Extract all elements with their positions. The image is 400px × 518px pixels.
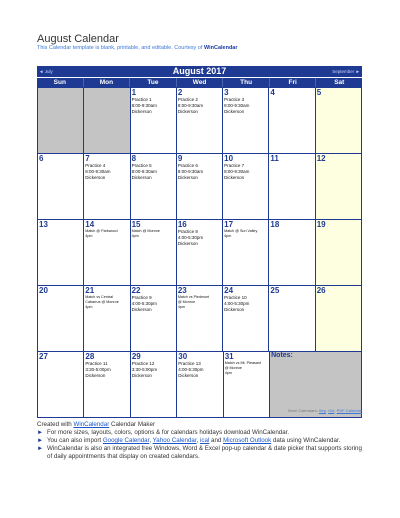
event-line: 8:00-9:30am	[224, 103, 250, 109]
day-cell[interactable]	[223, 88, 269, 154]
day-of-week-row	[37, 77, 362, 87]
day-number: 5	[316, 88, 322, 97]
event-line: Dickerson	[224, 175, 245, 181]
day-cell[interactable]	[269, 286, 315, 352]
event-line: Practice 12	[131, 361, 155, 366]
day-number: 26	[316, 286, 326, 295]
created-with-link[interactable]: WinCalendar	[73, 421, 110, 428]
day-events	[178, 97, 221, 116]
day-cell[interactable]	[84, 220, 130, 286]
day-events	[178, 163, 221, 182]
event-line: Match @ Parkwood	[85, 229, 118, 233]
day-events	[132, 361, 175, 380]
day-events	[224, 97, 267, 116]
calendar-week-row	[38, 154, 362, 220]
event-line: 4pm	[177, 305, 186, 309]
day-number: 30	[178, 352, 188, 361]
day-cell[interactable]	[316, 220, 362, 286]
day-cell[interactable]	[84, 286, 130, 352]
event-line: Practice 13	[178, 361, 201, 366]
event-line: Dickerson	[131, 175, 152, 181]
day-cell[interactable]	[131, 154, 177, 220]
bullet-arrow-icon: ►	[37, 429, 44, 436]
event-line: Practice 10	[224, 295, 247, 300]
event-line: Match vs Piedmont	[177, 295, 210, 299]
day-cell[interactable]	[177, 286, 223, 352]
day-number: 17	[224, 220, 234, 229]
event-line: 8:00-9:30am	[131, 169, 157, 175]
event-line: Match vs Mt. Pleasant	[224, 361, 261, 365]
event-line: @ Monroe	[224, 366, 242, 370]
day-cell[interactable]	[131, 220, 177, 286]
event-line: Dickerson	[177, 241, 198, 247]
event-line: Cabarrus @ Monroe	[85, 300, 119, 304]
event-line: Practice 2	[177, 97, 198, 102]
event-line: Practice 5	[131, 163, 152, 168]
day-number: 19	[316, 220, 326, 229]
day-number: 12	[316, 154, 326, 163]
month-title: August 2017	[172, 66, 227, 76]
more-calendars: More Calendars: Sep, Oct, PDF Calendar	[288, 408, 362, 413]
day-number: 16	[177, 220, 187, 229]
ical-link[interactable]: ical	[200, 437, 210, 444]
event-line: Dickerson	[85, 373, 106, 379]
day-cell[interactable]	[316, 88, 362, 154]
day-number: 3	[224, 88, 229, 97]
google-calendar-link[interactable]: Google Calendar	[102, 437, 150, 444]
day-cell[interactable]	[131, 88, 177, 154]
event-line: 4pm	[85, 305, 93, 309]
day-events	[224, 295, 267, 314]
next-month-link[interactable]: September ►	[332, 69, 360, 74]
day-number: 28	[85, 352, 95, 361]
day-number: 22	[131, 286, 141, 295]
day-cell[interactable]	[131, 352, 177, 418]
day-cell[interactable]	[316, 154, 362, 220]
dow-fri: Fri	[270, 78, 317, 87]
subtitle-text: This Calendar template is blank, printable, and editable. Courtesy of	[37, 45, 203, 51]
day-number: 1	[131, 88, 137, 97]
event-line: 4:00-5:30pm	[178, 367, 204, 373]
empty-day-cell	[84, 88, 130, 154]
day-events	[225, 361, 268, 376]
day-events	[178, 361, 221, 380]
day-number: 13	[39, 220, 48, 229]
day-number: 7	[85, 154, 90, 163]
calendar-week-row	[38, 88, 362, 154]
dow-mon: Mon	[84, 78, 131, 87]
day-number: 18	[270, 220, 280, 229]
event-line: Practice 8	[177, 229, 198, 234]
day-events	[132, 163, 175, 182]
event-line: Practice 3	[224, 97, 245, 102]
day-number: 14	[85, 220, 95, 229]
day-number: 11	[270, 154, 279, 163]
day-events	[85, 361, 128, 380]
event-line: 8:00-9:30am	[131, 103, 157, 109]
dow-sun: Sun	[37, 78, 84, 87]
day-number: 21	[85, 286, 95, 295]
calendar-week-row	[38, 286, 362, 352]
day-events	[224, 229, 267, 239]
day-cell[interactable]	[316, 286, 362, 352]
day-events	[85, 229, 128, 239]
day-number: 6	[39, 154, 44, 163]
wincalendar-link[interactable]: WinCalendar	[203, 45, 238, 51]
event-line: Dickerson	[178, 373, 199, 379]
day-events	[85, 163, 128, 182]
outlook-link[interactable]: Microsoft Outlook	[223, 437, 272, 444]
event-line: Practice 9	[131, 295, 152, 300]
day-cell[interactable]	[223, 154, 269, 220]
day-events	[132, 229, 175, 239]
event-line: Practice 7	[224, 163, 245, 168]
day-events	[224, 163, 267, 182]
day-number: 4	[270, 88, 275, 97]
footer-bullet-1: ► For more sizes, layouts, colors, options & for calendars holidays download WinCalendar.	[37, 429, 290, 436]
day-events	[85, 295, 128, 310]
event-line: Dickerson	[131, 307, 152, 313]
calendar	[37, 66, 362, 418]
event-line: 8:00-9:30am	[177, 169, 204, 175]
event-line: Practice 1	[131, 97, 152, 102]
event-line: Match @ Monroe	[131, 229, 160, 233]
event-line: Dickerson	[177, 175, 198, 181]
day-number: 31	[224, 352, 234, 361]
more-calendars-label: More Calendars:	[288, 408, 318, 413]
event-line: Practice 6	[177, 163, 198, 168]
day-number: 23	[177, 286, 187, 295]
day-number: 20	[39, 286, 48, 295]
day-events	[132, 295, 175, 314]
bullet-arrow-icon: ►	[37, 445, 44, 452]
day-number: 25	[270, 286, 280, 295]
more-link-pdf[interactable]: PDF Calendar	[336, 408, 362, 413]
event-line: 4pm	[224, 371, 232, 375]
event-line: 4pm	[85, 234, 93, 238]
day-events	[178, 295, 221, 310]
day-cell[interactable]	[224, 352, 270, 418]
day-cell[interactable]	[131, 286, 177, 352]
dow-tue: Tue	[130, 78, 177, 87]
event-line: 8:00-9:30am	[177, 103, 204, 109]
event-line: 8:00-9:30am	[224, 169, 250, 175]
dow-sat: Sat	[334, 79, 345, 86]
day-cell[interactable]	[177, 220, 223, 286]
event-line: Dickerson	[224, 109, 245, 115]
day-cell[interactable]	[223, 286, 269, 352]
event-line: 4:00-5:30pm	[224, 301, 250, 307]
event-line: 4pm	[131, 234, 139, 238]
day-cell[interactable]	[177, 154, 223, 220]
event-line: Practice 4	[85, 163, 106, 168]
event-line: Dickerson	[224, 307, 245, 313]
event-line: 3:30-5:00pm	[85, 367, 111, 373]
day-cell[interactable]	[269, 154, 315, 220]
day-cell[interactable]	[223, 220, 269, 286]
created-with-line: Created with WinCalendar Calendar Maker	[37, 421, 156, 428]
day-cell[interactable]	[84, 154, 130, 220]
day-cell[interactable]	[177, 352, 223, 418]
bullet-arrow-icon: ►	[37, 437, 44, 444]
event-line: Dickerson	[131, 109, 152, 115]
day-cell[interactable]	[177, 88, 223, 154]
day-number: 15	[131, 220, 141, 229]
event-line: Match @ Sun Valley	[224, 229, 258, 233]
event-line: Dickerson	[85, 175, 106, 181]
event-line: 3:30-5:00pm	[131, 367, 158, 373]
page-title: August Calendar	[37, 33, 119, 45]
event-line: 4:00-5:30pm	[177, 235, 204, 241]
event-line: 8:00-9:30am	[85, 169, 111, 175]
empty-day-cell	[38, 88, 84, 154]
day-number: 27	[39, 352, 48, 361]
day-number: 9	[177, 154, 183, 163]
dow-wed: Wed	[177, 78, 224, 87]
footer	[37, 421, 367, 461]
day-events	[132, 97, 175, 116]
event-line: @ Monroe	[177, 300, 196, 304]
day-cell[interactable]	[38, 286, 84, 352]
day-cell[interactable]	[38, 154, 84, 220]
day-number: 24	[224, 286, 234, 295]
calendar-grid	[37, 87, 362, 418]
calendar-week-row	[38, 220, 362, 286]
event-line: 4:00-5:30pm	[131, 301, 157, 307]
day-cell[interactable]	[269, 88, 315, 154]
footer-bullet-3: ► WinCalendar is also an integrated free Windows, Word & Excel pop-up calendar & date picker that supports storing of daily appointments that display on created calendars.	[37, 445, 362, 460]
more-link-oct[interactable]: Oct	[328, 408, 335, 413]
calendar-header	[37, 66, 362, 77]
page-subtitle	[37, 45, 238, 51]
day-number: 2	[177, 88, 183, 97]
more-link-sep[interactable]: Sep	[318, 408, 326, 413]
prev-month-link[interactable]: ◄ July	[39, 69, 53, 74]
yahoo-calendar-link[interactable]: Yahoo Calendar	[152, 437, 197, 444]
notes-label: Notes:	[271, 352, 293, 359]
event-line: Dickerson	[177, 109, 198, 115]
event-line: Match vs Central	[85, 295, 113, 299]
day-cell[interactable]	[84, 352, 130, 418]
day-number: 29	[131, 352, 141, 361]
dow-thu: Thu	[223, 78, 270, 87]
day-number: 10	[224, 154, 234, 163]
day-cell[interactable]	[38, 220, 84, 286]
day-cell[interactable]	[269, 220, 315, 286]
day-events	[178, 229, 221, 248]
event-line: Practice 11	[85, 361, 108, 366]
day-cell[interactable]	[38, 352, 84, 418]
day-number: 8	[131, 154, 137, 163]
footer-bullet-2: ► You can also import Google Calendar, Yahoo Calendar, ical and Microsoft Outlook data using WinCalendar.	[37, 437, 341, 444]
event-line: Dickerson	[131, 373, 152, 379]
event-line: 4pm	[224, 234, 232, 238]
